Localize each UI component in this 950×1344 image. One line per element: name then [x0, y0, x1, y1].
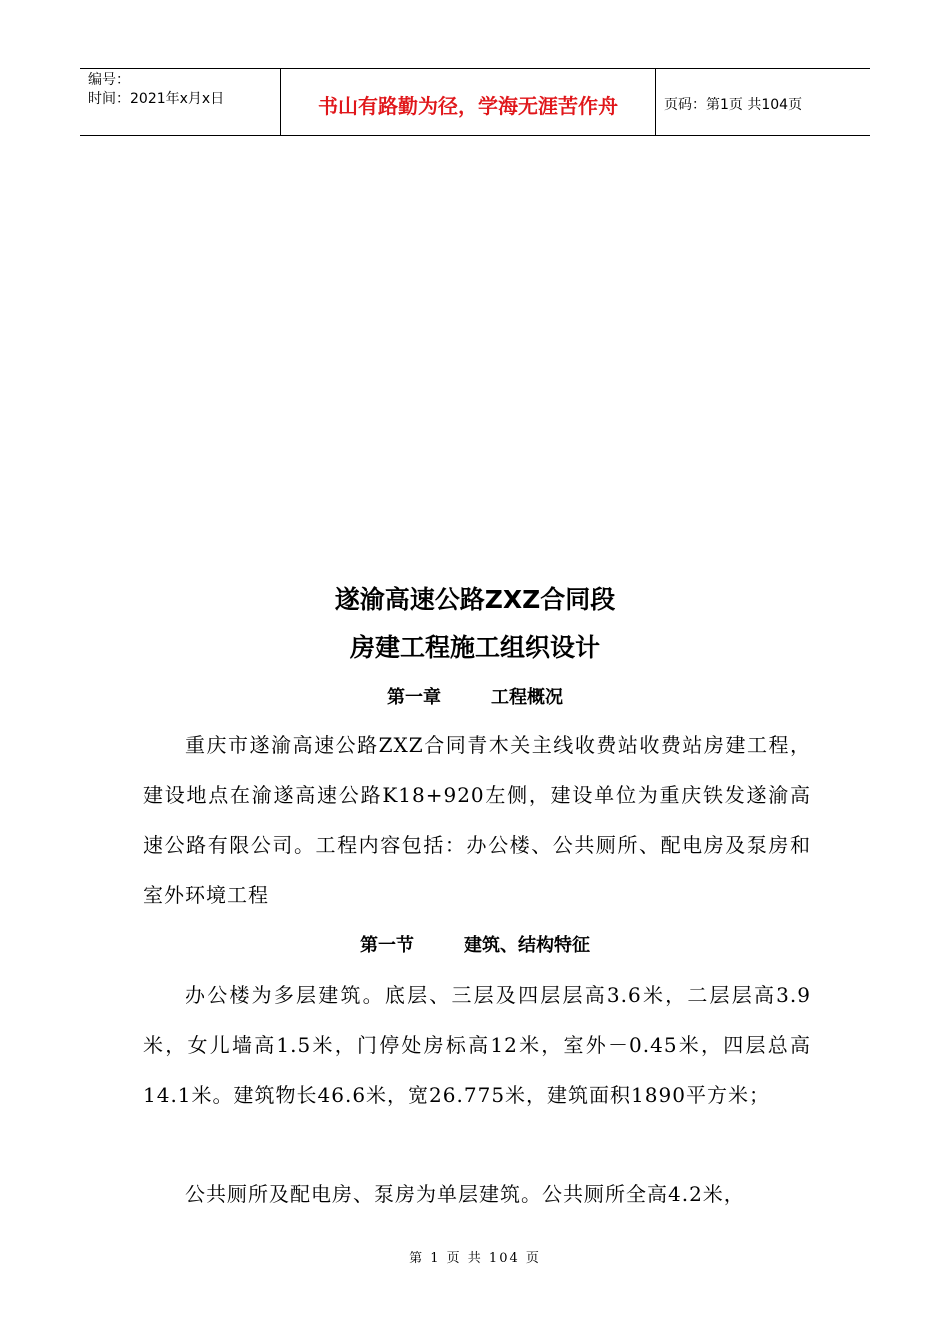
header-page-info: 页码：第1页 共104页 [664, 97, 803, 113]
chapter-number: 第一章 [387, 687, 441, 708]
chapter-heading [0, 683, 950, 709]
document-code-label: 编号： [88, 72, 130, 88]
header-motto: 书山有路勤为径，学海无涯苦作舟 [281, 69, 656, 135]
section-number: 第一节 [360, 935, 414, 956]
toilet-building-paragraph: 公共厕所及配电房、泵房为单层建筑。公共厕所全高4.2米， [185, 1182, 745, 1206]
section-name: 建筑、结构特征 [464, 935, 590, 956]
chapter-overview-paragraph: 重庆市遂渝高速公路ZXZ合同青木关主线收费站收费站房建工程，建设地点在渝遂高速公路K18+920左侧，建设单位为重庆铁发遂渝高速公路有限公司。工程内容包括：办公楼、公共厕所、配电房及泵房和室外环境工程 [143, 733, 811, 907]
document-title-line2: 房建工程施工组织设计 [349, 633, 600, 662]
page-header [80, 68, 870, 136]
chapter-name: 工程概况 [491, 687, 563, 708]
document-title-line1: 遂渝高速公路ZXZ合同段 [334, 585, 616, 614]
document-time-label: 时间：2021年x月x日 [88, 91, 225, 107]
page-footer: 第 1 页 共 104 页 [409, 1251, 541, 1266]
section-heading [0, 931, 950, 957]
header-meta [80, 69, 281, 135]
building-structure-paragraph: 办公楼为多层建筑。底层、三层及四层层高3.6米，二层层高3.9米，女儿墙高1.5米，门停处房标高12米，室外－0.45米，四层总高14.1米。建筑物长46.6米，宽26.775米，建筑面积1890平方米； [143, 983, 811, 1107]
